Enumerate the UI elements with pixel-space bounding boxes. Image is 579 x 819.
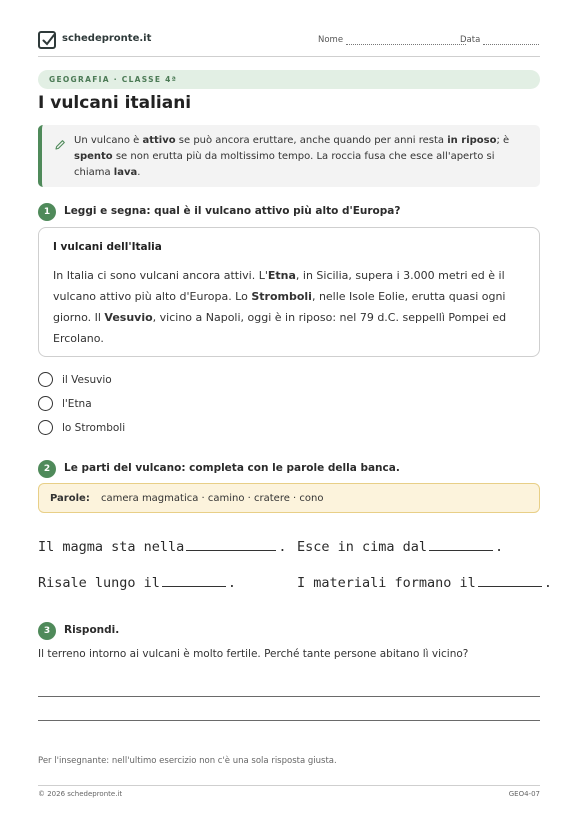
date-label: Data [460, 35, 481, 45]
question-text: Rispondi. [64, 624, 120, 636]
answer-line[interactable] [38, 696, 540, 697]
worksheet-code: GEO4-07 [508, 790, 540, 798]
option-label: lo Stromboli [62, 422, 126, 434]
radio-button[interactable] [38, 372, 53, 387]
brand-name: schedepronte.it [62, 33, 152, 44]
question-text: Le parti del vulcano: completa con le parole della banca. [64, 462, 400, 474]
answer-blank[interactable] [162, 574, 226, 587]
word-bank-label: Parole: [50, 493, 90, 504]
reading-title: I vulcani dell'Italia [53, 241, 162, 253]
answer-line[interactable] [38, 720, 540, 721]
fill-sentence-2: Esce in cima dal . [297, 539, 504, 555]
header-divider [38, 56, 540, 57]
question-number: 3 [38, 622, 56, 640]
word-bank [38, 483, 540, 513]
reading-text: In Italia ci sono vulcani ancora attivi. L'Etna, in Sicilia, supera i 3.000 metri ed è il vulcano attivo più alto d'Europa. Lo Stromboli, nelle Isole Eolie, erutta quasi ogni giorno. Il Vesuvio, vicino a Napoli, oggi è in riposo: nel 79 d.C. seppellì Pompei ed Ercolano. [53, 269, 507, 345]
copyright: © 2026 schedepronte.it [38, 790, 123, 798]
date-line[interactable] [483, 36, 539, 45]
answer-blank[interactable] [478, 574, 542, 587]
radio-button[interactable] [38, 396, 53, 411]
teacher-note: Per l'insegnante: nell'ultimo esercizio non c'è una sola risposta giusta. [38, 756, 337, 766]
fill-sentence-4: I materiali formano il . [297, 575, 552, 591]
checkbox-icon [38, 31, 56, 49]
page-header [38, 30, 540, 52]
question-text: Leggi e segna: qual è il vulcano attivo più alto d'Europa? [64, 205, 401, 217]
open-question: Il terreno intorno ai vulcani è molto fertile. Perché tante persone abitano lì vicino? [38, 648, 469, 660]
footer-divider [38, 785, 540, 786]
name-line[interactable] [346, 36, 466, 45]
definition-text: Un vulcano è attivo se può ancora eruttare, anche quando per anni resta in riposo; è spento se non erutta più da moltissimo tempo. La roccia fusa che esce all'aperto si chiama lava. [74, 135, 510, 178]
reading-box [38, 227, 540, 357]
question-number: 1 [38, 203, 56, 221]
name-field[interactable] [318, 35, 466, 45]
fill-sentence-1: Il magma sta nella . [38, 539, 287, 555]
answer-blank[interactable] [186, 538, 276, 551]
option-label: l'Etna [62, 398, 92, 410]
pencil-icon [54, 136, 66, 155]
subject-banner: GEOGRAFIA · CLASSE 4ª [38, 70, 540, 89]
page-title: I vulcani italiani [38, 93, 192, 113]
question-number: 2 [38, 460, 56, 478]
answer-blank[interactable] [429, 538, 493, 551]
date-field[interactable] [460, 35, 539, 45]
worksheet-page [38, 0, 552, 819]
radio-button[interactable] [38, 420, 53, 435]
name-label: Nome [318, 35, 344, 45]
word-bank-words: camera magmatica · camino · cratere · cono [101, 493, 324, 504]
definition-box [38, 125, 540, 187]
fill-sentence-3: Risale lungo il . [38, 575, 237, 591]
option-label: il Vesuvio [62, 374, 112, 386]
